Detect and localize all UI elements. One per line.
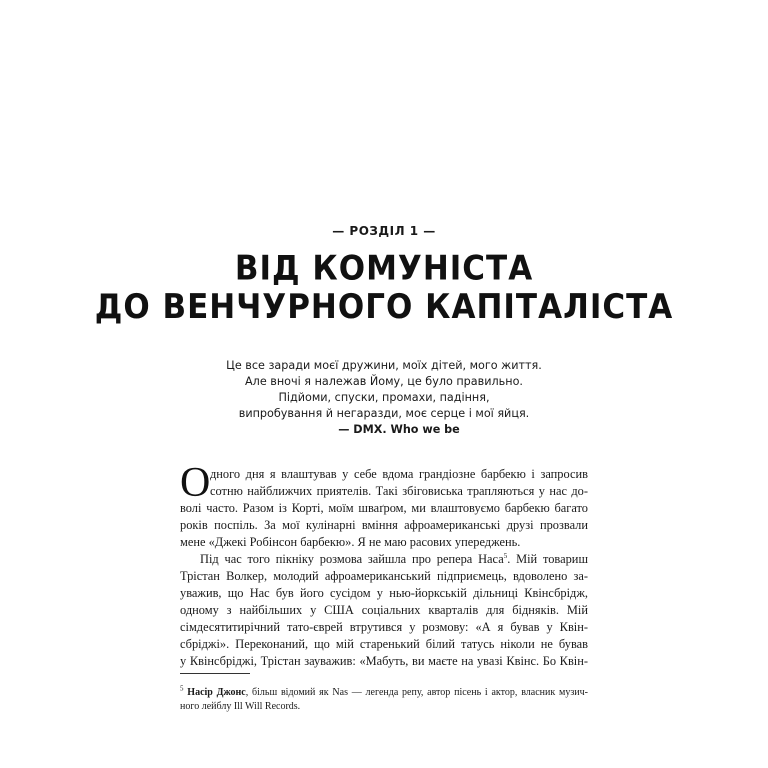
chapter-title-line-1: ВІД КОМУНІСТА — [234, 249, 534, 288]
paragraph-line: дного дня я влаштував у себе вдома грандіозне барбекю і запросив — [210, 467, 588, 481]
paragraph-text: . Мій товариш — [507, 552, 588, 566]
epigraph — [0, 358, 768, 438]
paragraph-line: у Квінсбріджі, Трістан зауважив: «Мабуть, ви маєте на увазі Квінс. Бо Квін- — [180, 654, 588, 668]
paragraph-line: мене «Джекі Робінсон барбекю». Я не маю расових упереджень. — [180, 535, 521, 549]
epigraph-line: Підйоми, спуски, промахи, падіння, — [278, 391, 490, 404]
paragraph-line: уважив, що Нас був його сусідом у нью-йоркській дільниці Квінсбрідж, — [180, 586, 588, 600]
epigraph-line: випробування й негаразди, моє серце і мої яйця. — [238, 407, 530, 420]
chapter-title-line-2: ДО ВЕНЧУРНОГО КАПІТАЛІСТА — [94, 288, 674, 327]
body-text — [180, 460, 588, 670]
chapter-label: — РОЗДІЛ 1 — — [332, 224, 436, 238]
chapter-title — [0, 249, 768, 327]
footnote — [180, 686, 588, 714]
paragraph-line — [180, 551, 588, 568]
footnote-divider — [180, 673, 250, 674]
epigraph-line: Але вночі я належав Йому, це було правильно. — [245, 375, 523, 388]
paragraph-text: Під час того пікніку розмова зайшла про репера Наса — [200, 552, 504, 566]
paragraph-line: Трістан Волкер, молодий афроамериканський підприємець, вдоволено за- — [180, 569, 588, 583]
paragraph-line: одному з найбільших у США соціальних кварталів для бідняків. Мій — [180, 603, 588, 617]
footnote-name: Насір Джонс — [187, 687, 246, 698]
paragraph-line: волі часто. Разом із Корті, моїм шваґром, ми влаштовуємо барбекю багато — [180, 501, 588, 515]
paragraph-line: сбріджі». Переконаний, що мій старенький білий татусь ніколи не бував — [180, 637, 588, 651]
epigraph-attribution: — DMX. Who we be — [338, 423, 460, 436]
drop-cap: О — [180, 460, 211, 506]
footnote-number: 5 — [180, 684, 184, 693]
footnote-text: , більш відомий як Nas — легенда репу, автор пісень і актор, власник музич- — [245, 687, 588, 698]
footnote-line: ного лейблу Ill Will Records. — [180, 701, 301, 712]
footnote-line — [180, 686, 588, 700]
footnote-reference[interactable]: 5 — [503, 551, 508, 560]
paragraph-line: років поспіль. За мої кулінарні вміння афроамериканські друзі прозвали — [180, 518, 588, 532]
epigraph-line: Це все заради моєї дружини, моїх дітей, мого життя. — [226, 359, 542, 372]
paragraph-line: сімдесятитирічний тато-єврей втрутився у розмову: «А я бував у Квін- — [180, 620, 588, 634]
paragraph-line: сотню найближчих приятелів. Такі збіговиська трапляються у нас до- — [210, 484, 588, 498]
